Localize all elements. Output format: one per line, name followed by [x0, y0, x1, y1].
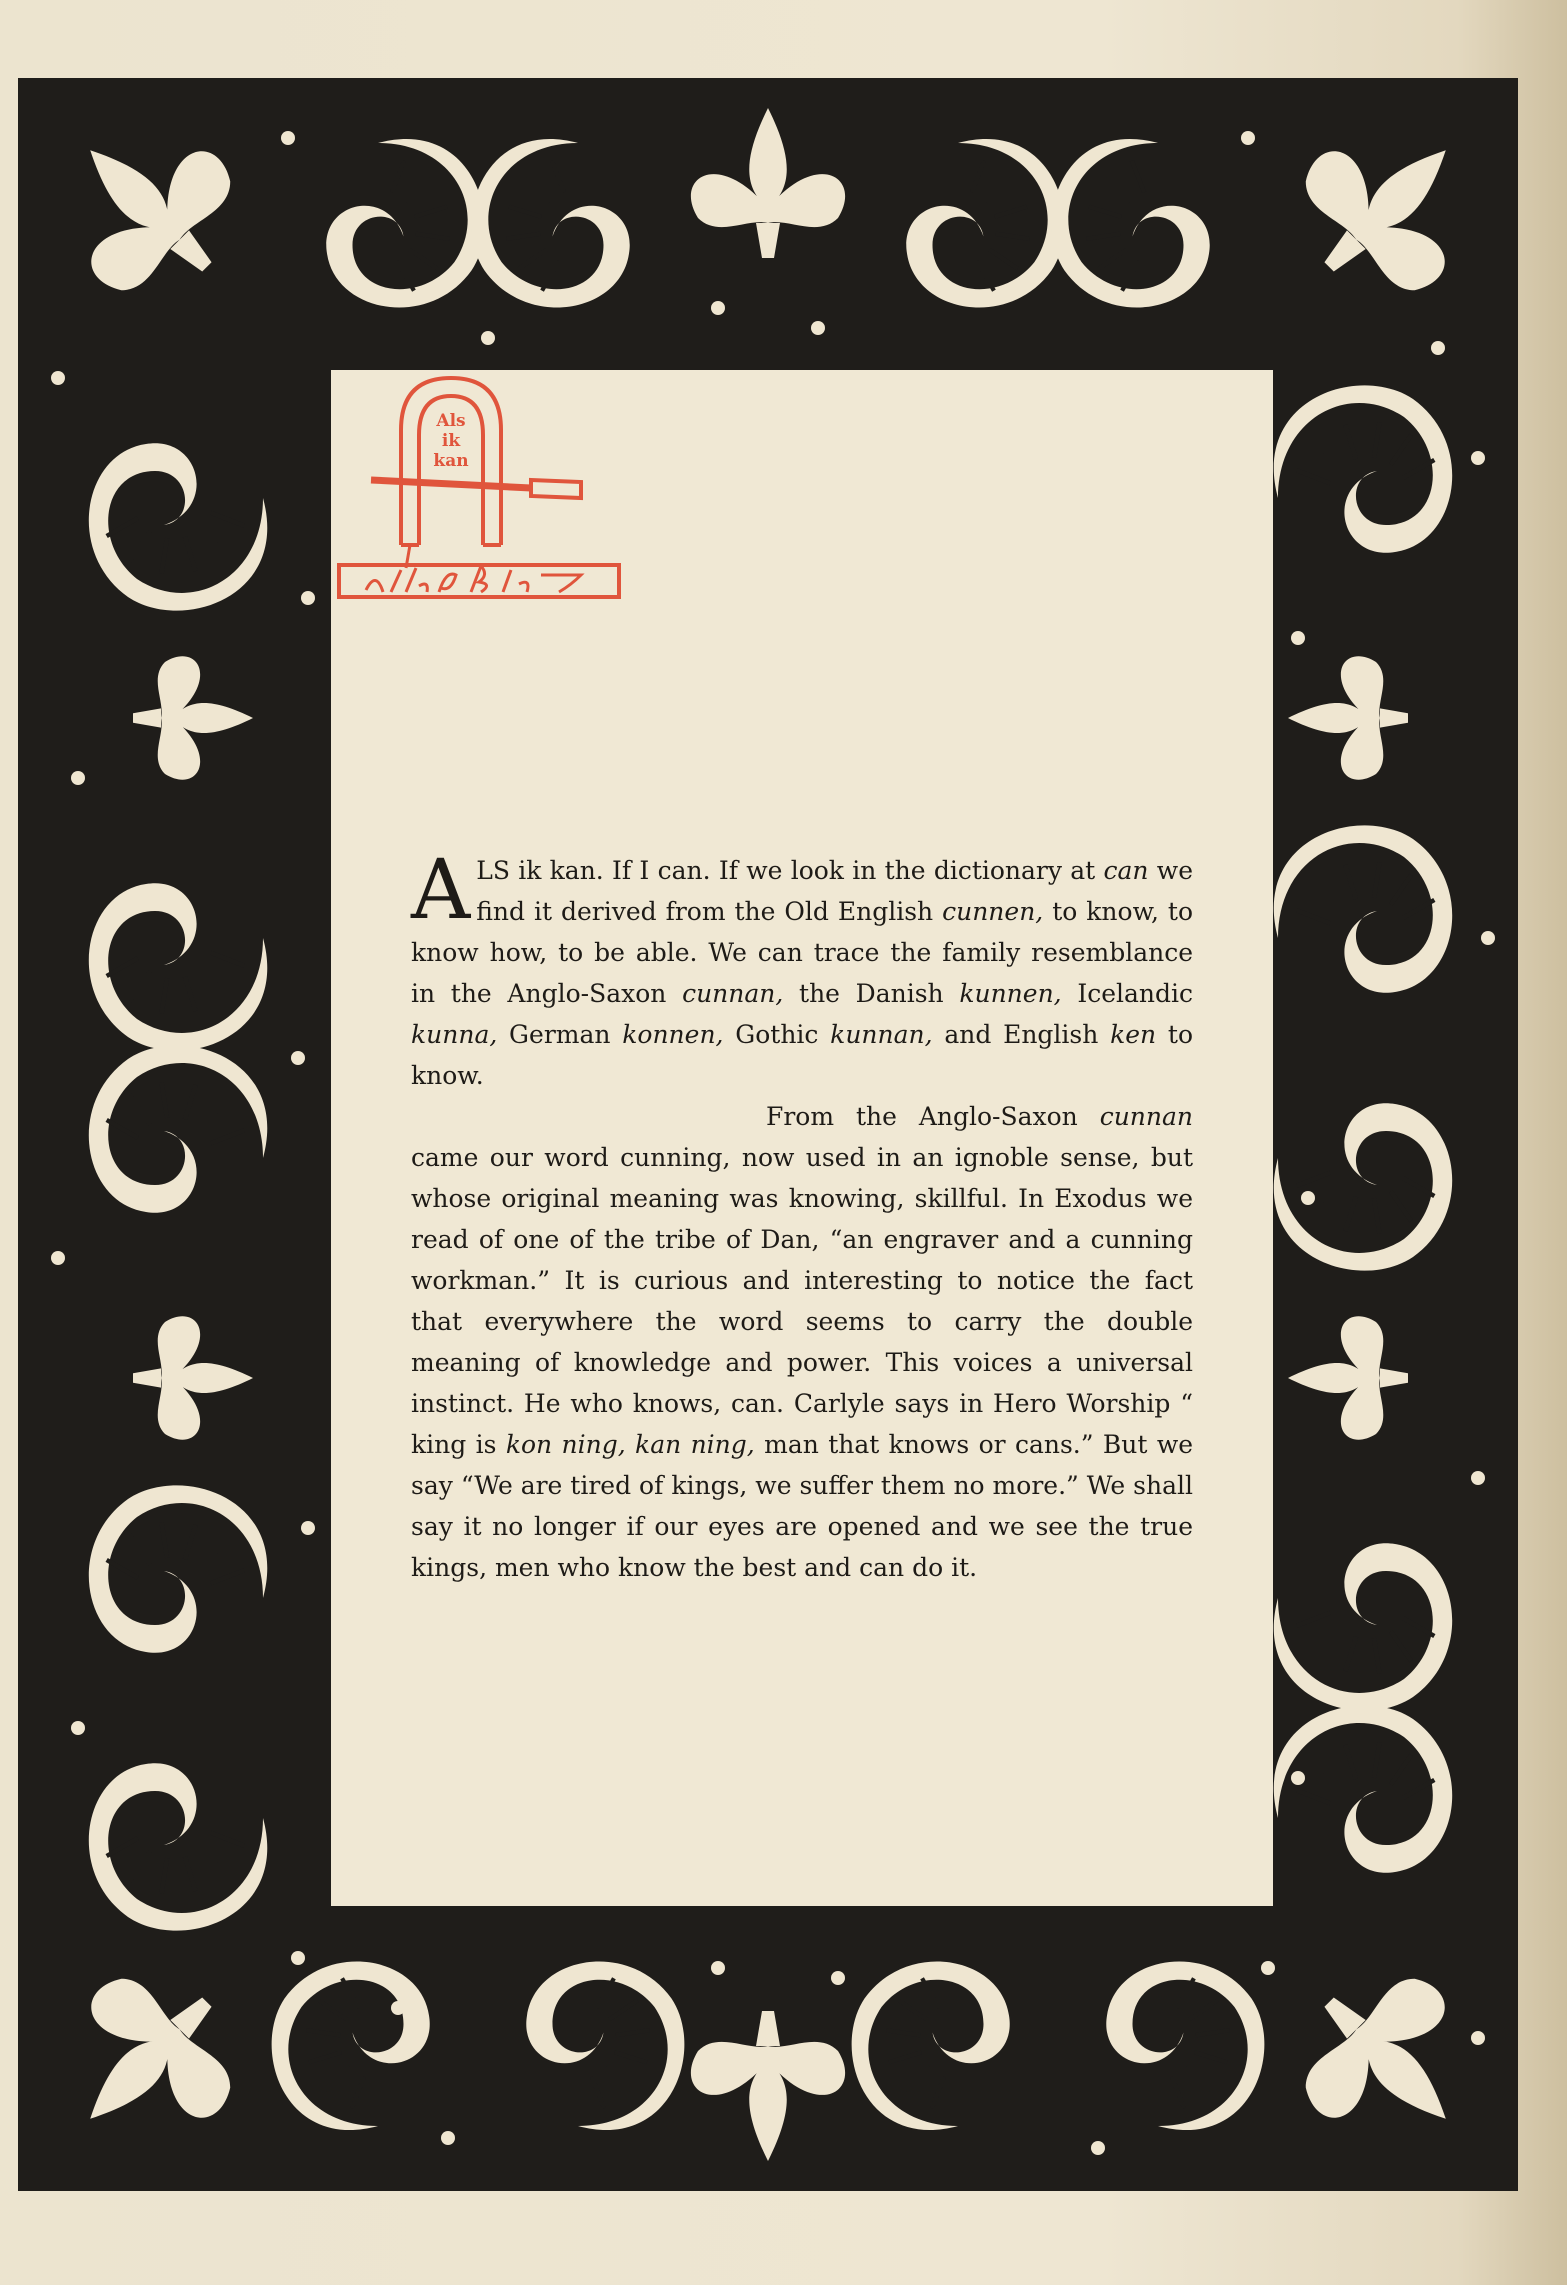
- text-run: Gothic: [723, 1020, 831, 1049]
- hatch-stroke: [1297, 1613, 1331, 1626]
- hatch-stroke: [211, 1570, 245, 1583]
- hatch-stroke: [185, 1085, 196, 1119]
- bottom-band-scroll: [852, 1961, 1010, 2130]
- hatch-stroke: [201, 1848, 226, 1874]
- hatch-stroke: [1391, 875, 1411, 905]
- ornament-dot: [71, 771, 85, 785]
- hatch-stroke: [352, 2077, 364, 2109]
- left-band-scroll: [89, 1485, 267, 1652]
- ornament-dot: [71, 1721, 85, 1735]
- hatch-stroke: [1403, 1618, 1434, 1636]
- scroll-leaf-icon: [852, 1961, 1010, 2130]
- italic-word: kunnan,: [830, 1020, 933, 1049]
- scroll-leaf-icon: [89, 1045, 267, 1212]
- drop-cap: A: [411, 843, 471, 938]
- italic-word: kon ning, kan ning,: [505, 1430, 755, 1459]
- scroll-leaf-icon: [326, 139, 484, 308]
- scroll-leaf-icon: [1274, 1103, 1452, 1270]
- hatch-stroke: [392, 161, 404, 193]
- right-band-fleur: [1288, 656, 1408, 779]
- corner-ornament-tl: [30, 90, 267, 327]
- hatch-stroke: [922, 1978, 939, 2007]
- ornament-dot: [711, 1961, 725, 1975]
- ornament-dot: [1301, 1191, 1315, 1205]
- emblem-lines-icon: [339, 378, 619, 597]
- hatch-stroke: [1403, 1780, 1434, 1798]
- ornament-dot: [831, 1971, 845, 1985]
- bottom-center-ornament: [691, 2011, 845, 2161]
- text-run: German: [497, 1020, 623, 1049]
- hatch-stroke: [1374, 862, 1379, 898]
- hatch-stroke: [1316, 442, 1341, 468]
- ornament-dot: [1431, 341, 1445, 355]
- fleur-de-lis-icon: [691, 2011, 845, 2161]
- hatch-stroke: [1297, 910, 1331, 923]
- hatch-stroke: [130, 531, 150, 561]
- fleur-de-lis-icon: [1288, 1316, 1408, 1439]
- hatch-stroke: [1186, 2067, 1211, 2090]
- top-band-scroll: [326, 139, 484, 308]
- scroll-leaf-icon: [89, 443, 267, 610]
- scroll-leaf-icon: [89, 1485, 267, 1652]
- left-band-scroll: [89, 1763, 267, 1930]
- italic-word: ken: [1110, 1020, 1157, 1049]
- top-band-scroll: [906, 139, 1064, 308]
- hatch-stroke: [416, 234, 450, 239]
- hatch-stroke: [1345, 1637, 1356, 1671]
- left-band-fleur: [133, 656, 253, 779]
- scroll-leaf-icon: [89, 1763, 267, 1930]
- hatch-stroke: [1391, 1191, 1411, 1221]
- hatch-stroke: [996, 234, 1030, 239]
- left-band-scroll: [89, 443, 267, 610]
- italic-word: cunnan,: [682, 979, 784, 1008]
- hatch-stroke: [107, 958, 138, 976]
- hatch-stroke: [1172, 2077, 1184, 2109]
- text-run: LS ik kan. If I can. If we look in the dictionary at: [476, 856, 1104, 885]
- top-band-scroll: [1052, 139, 1210, 308]
- hatch-stroke: [898, 2000, 926, 2019]
- ornament-dot: [281, 131, 295, 145]
- text-run: came our word cunning, now used in an ignoble sense, but whose original meaning was knowing, skillful. In Exodus we read of one of the tribe of Dan, “an engraver and a cunning workman.” It is curious and interesting to notice the fact that everywhere the word seems to carry the double meaning of knowledge and power. This voices a universal instinct. He who knows, can. Carlyle says in Hero Worship “ king is: [411, 1143, 1193, 1459]
- corner-ornament-bl: [30, 1942, 267, 2179]
- hatch-stroke: [525, 179, 550, 202]
- hatch-stroke: [1374, 1198, 1379, 1234]
- paragraph-2: [411, 1096, 1193, 1588]
- hatch-stroke: [406, 179, 431, 202]
- hatch-stroke: [507, 234, 541, 239]
- ornament-dot: [1261, 1961, 1275, 1975]
- hatch-stroke: [1403, 1178, 1434, 1196]
- hatch-stroke: [1132, 161, 1144, 193]
- hatch-stroke: [397, 261, 414, 290]
- hatch-stroke: [972, 161, 984, 193]
- italic-word: cunnan: [1099, 1102, 1193, 1131]
- text-panel: [331, 370, 1273, 1906]
- ornament-dot: [301, 591, 315, 605]
- hatch-stroke: [1316, 1762, 1341, 1788]
- right-band-scroll: [1274, 1543, 1452, 1710]
- hatch-stroke: [1403, 460, 1434, 478]
- paragraph-1: [411, 843, 1194, 1096]
- hatch-stroke: [1087, 234, 1121, 239]
- fleur-de-lis-icon: [1269, 1942, 1506, 2179]
- corner-ornament-tr: [1269, 90, 1506, 327]
- left-band-scroll: [89, 883, 267, 1050]
- italic-word: cunnen,: [942, 897, 1044, 926]
- bottom-band-scroll: [526, 1961, 684, 2130]
- text-run: From the Anglo-Saxon: [766, 1102, 1100, 1131]
- hatch-stroke: [318, 2000, 346, 2019]
- ornament-dot: [1241, 131, 1255, 145]
- hatch-stroke: [610, 2000, 638, 2019]
- hatch-stroke: [986, 179, 1011, 202]
- fleur-de-lis-icon: [691, 108, 845, 258]
- ornament-dot: [811, 321, 825, 335]
- ornament-dot: [1471, 451, 1485, 465]
- hatch-stroke: [1345, 425, 1356, 459]
- scroll-leaf-icon: [1106, 1961, 1264, 2130]
- right-band-scroll: [1274, 385, 1452, 552]
- text-run: to know, to know how, to be able. We can trace the family resemblance in the Anglo-Saxon: [411, 897, 1193, 1008]
- hatch-stroke: [1374, 1742, 1379, 1778]
- scroll-leaf-icon: [472, 139, 630, 308]
- hatch-stroke: [185, 977, 196, 1011]
- corner-ornament-br: [1269, 1942, 1506, 2179]
- scroll-leaf-icon: [1274, 1543, 1452, 1710]
- ornament-dot: [291, 1051, 305, 1065]
- ornament-dot: [51, 1251, 65, 1265]
- hatch-stroke: [211, 1833, 245, 1846]
- hatch-stroke: [211, 953, 245, 966]
- hatch-stroke: [130, 1851, 150, 1881]
- right-band-scroll: [1274, 1103, 1452, 1270]
- hatch-stroke: [1403, 900, 1434, 918]
- als-ik-kan-emblem: [331, 370, 631, 600]
- top-band-scroll: [472, 139, 630, 308]
- hatch-stroke: [1316, 1628, 1341, 1654]
- fleur-de-lis-icon: [133, 1316, 253, 1439]
- top-center-ornament: [691, 108, 845, 258]
- hatch-stroke: [415, 207, 447, 217]
- right-band-scroll: [1274, 825, 1452, 992]
- right-band-fleur: [1288, 1316, 1408, 1439]
- text-run: we find it derived from the Old English: [476, 856, 1194, 926]
- ornament-dot: [1091, 2141, 1105, 2155]
- hatch-stroke: [162, 538, 167, 574]
- text-run: and English: [932, 1020, 1111, 1049]
- ornament-dot: [1471, 1471, 1485, 1485]
- hatch-stroke: [552, 161, 564, 193]
- fleur-de-lis-icon: [133, 656, 253, 779]
- scroll-leaf-icon: [1274, 825, 1452, 992]
- hatch-stroke: [307, 2030, 341, 2035]
- hatch-stroke: [185, 1525, 196, 1559]
- ornament-dot: [51, 371, 65, 385]
- ornament-dot: [481, 331, 495, 345]
- hatch-stroke: [1391, 1755, 1411, 1785]
- hatch-stroke: [1122, 261, 1139, 290]
- hatch-stroke: [1374, 1638, 1379, 1674]
- hatch-stroke: [185, 1857, 196, 1891]
- hatch-stroke: [162, 1522, 167, 1558]
- hatch-stroke: [130, 1095, 150, 1125]
- scroll-leaf-icon: [1274, 385, 1452, 552]
- signature-icon: [366, 566, 581, 592]
- ornament-dot: [171, 2071, 185, 2085]
- hatch-stroke: [1297, 1790, 1331, 1803]
- hatch-stroke: [1089, 207, 1121, 217]
- hatch-stroke: [410, 250, 438, 269]
- hatch-stroke: [932, 2077, 944, 2109]
- hatch-stroke: [309, 2052, 341, 2062]
- hatch-stroke: [201, 1102, 226, 1128]
- hatch-stroke: [977, 261, 994, 290]
- right-band-scroll: [1274, 1705, 1452, 1872]
- hatch-stroke: [615, 2052, 647, 2062]
- hatch-stroke: [597, 1978, 614, 2007]
- ornament-dot: [1291, 1771, 1305, 1785]
- hatch-stroke: [185, 537, 196, 571]
- hatch-stroke: [1196, 2030, 1230, 2035]
- hatch-stroke: [201, 1542, 226, 1568]
- body-text: [411, 843, 1194, 1588]
- bottom-band-scroll: [1106, 1961, 1264, 2130]
- hatch-stroke: [107, 1120, 138, 1138]
- left-band-fleur: [133, 1316, 253, 1439]
- text-run: to know.: [411, 1020, 1194, 1090]
- hatch-stroke: [1195, 2052, 1227, 2062]
- hatch-stroke: [606, 2067, 631, 2090]
- scroll-leaf-icon: [526, 1961, 684, 2130]
- text-run: man that knows or cans.” But we say “We are tired of kings, we suffer them no more.” We shall say it no longer if our eyes are opened and we see the true kings, men who know the best and can do it.: [411, 1430, 1194, 1582]
- hatch-stroke: [107, 1838, 138, 1856]
- scroll-leaf-icon: [89, 883, 267, 1050]
- ornament-dot: [301, 1521, 315, 1535]
- hatch-stroke: [107, 1560, 138, 1578]
- ornament-dot: [1291, 631, 1305, 645]
- hatch-stroke: [162, 1082, 167, 1118]
- hatch-stroke: [1105, 179, 1130, 202]
- left-band-scroll: [89, 1045, 267, 1212]
- hatch-stroke: [592, 2077, 604, 2109]
- text-run: the Danish: [783, 979, 960, 1008]
- hatch-stroke: [162, 1858, 167, 1894]
- hatch-stroke: [342, 1978, 359, 2007]
- hatch-stroke: [201, 968, 226, 994]
- hatch-stroke: [1374, 422, 1379, 458]
- ornament-dot: [1481, 931, 1495, 945]
- hatch-stroke: [905, 2067, 930, 2090]
- fleur-de-lis-icon: [30, 90, 267, 327]
- hatch-stroke: [1345, 1745, 1356, 1779]
- hatch-stroke: [995, 207, 1027, 217]
- motto-line-2: ik: [441, 431, 461, 451]
- italic-word: can: [1103, 856, 1149, 885]
- hatch-stroke: [107, 518, 138, 536]
- italic-word: kunnen,: [959, 979, 1062, 1008]
- hatch-stroke: [518, 250, 546, 269]
- hatch-stroke: [1297, 1173, 1331, 1186]
- hatch-stroke: [509, 207, 541, 217]
- hatch-stroke: [990, 250, 1018, 269]
- hatch-stroke: [616, 2030, 650, 2035]
- hatch-stroke: [1316, 882, 1341, 908]
- hatch-stroke: [889, 2052, 921, 2062]
- motto-line-3: kan: [433, 451, 469, 471]
- hatch-stroke: [1297, 470, 1331, 483]
- bottom-band-scroll: [272, 1961, 430, 2130]
- fleur-de-lis-icon: [1288, 656, 1408, 779]
- hatch-stroke: [162, 978, 167, 1014]
- hatch-stroke: [130, 1535, 150, 1565]
- scroll-leaf-icon: [1274, 1705, 1452, 1872]
- hatch-stroke: [1190, 2000, 1218, 2019]
- motto-line-1: Als: [436, 411, 466, 431]
- text-run: Icelandic: [1061, 979, 1193, 1008]
- ornament-dot: [291, 1951, 305, 1965]
- hatch-stroke: [1391, 435, 1411, 465]
- hatch-stroke: [201, 528, 226, 554]
- ornament-dot: [711, 301, 725, 315]
- scroll-leaf-icon: [272, 1961, 430, 2130]
- hatch-stroke: [1316, 1188, 1341, 1214]
- hatch-stroke: [130, 971, 150, 1001]
- scroll-leaf-icon: [906, 139, 1064, 308]
- italic-word: konnen,: [622, 1020, 724, 1049]
- hatch-stroke: [1345, 1197, 1356, 1231]
- ornamental-border: [18, 78, 1518, 2191]
- ornament-dot: [1471, 2031, 1485, 2045]
- hatch-stroke: [211, 513, 245, 526]
- fleur-de-lis-icon: [1269, 90, 1506, 327]
- hatch-stroke: [211, 1130, 245, 1143]
- hatch-stroke: [1345, 865, 1356, 899]
- hatch-stroke: [1098, 250, 1126, 269]
- fleur-de-lis-icon: [30, 1942, 267, 2179]
- ornament-dot: [441, 2131, 455, 2145]
- scroll-leaf-icon: [1052, 139, 1210, 308]
- hatch-stroke: [542, 261, 559, 290]
- hatch-stroke: [1177, 1978, 1194, 2007]
- hatch-stroke: [887, 2030, 921, 2035]
- ornament-dot: [391, 2001, 405, 2015]
- hatch-stroke: [325, 2067, 350, 2090]
- italic-word: kunna,: [411, 1020, 498, 1049]
- hatch-stroke: [1391, 1631, 1411, 1661]
